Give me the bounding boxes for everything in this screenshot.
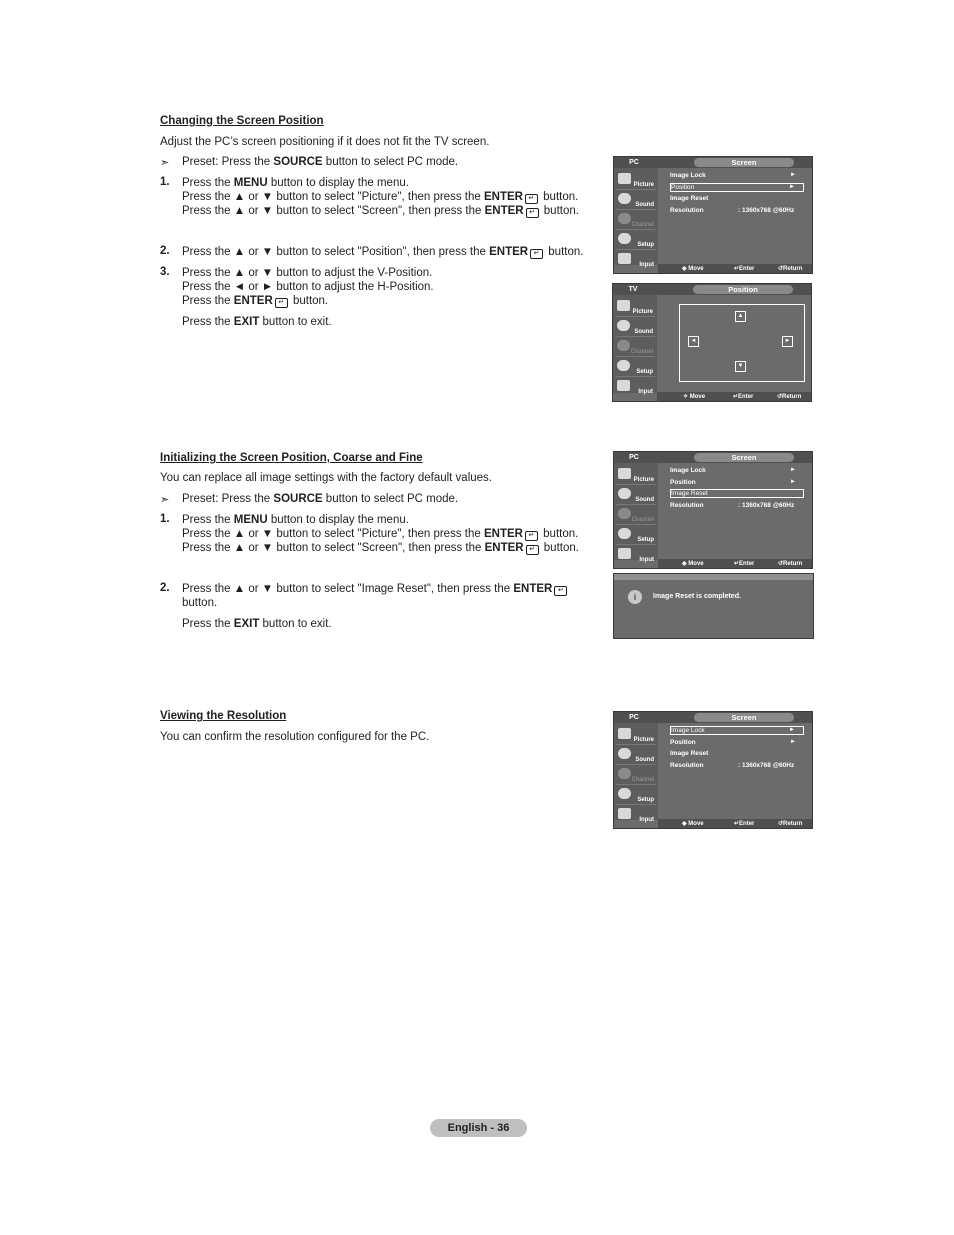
- osd-row-resolution: Resolution : 1360x768 @60Hz: [670, 502, 795, 509]
- osd-row-image-reset[interactable]: Image Reset: [670, 750, 709, 757]
- input-icon: [618, 253, 631, 264]
- channel-icon: [618, 213, 631, 224]
- osd-row-image-lock[interactable]: Image Lock ►: [670, 172, 796, 179]
- osd-side-setup[interactable]: Setup: [615, 358, 655, 377]
- osd-row-position[interactable]: Position ►: [670, 183, 804, 192]
- step-text: Press the ▲ or ▼ button to select "Image Reset", then press the ENTER ↵: [182, 582, 569, 596]
- osd-footer: [658, 819, 812, 828]
- exit-text: Press the EXIT button to exit.: [182, 618, 332, 630]
- step-text: button.: [182, 597, 218, 609]
- osd-source-label: TV: [628, 286, 638, 293]
- intro-text: You can confirm the resolution configured for the PC.: [160, 731, 430, 743]
- picture-icon: [618, 173, 631, 184]
- enter-hint: ↵Enter: [734, 821, 755, 827]
- osd-side-sound[interactable]: Sound: [616, 191, 656, 210]
- osd-footer: [658, 559, 812, 568]
- channel-icon: [617, 340, 630, 351]
- gear-icon: [618, 788, 631, 799]
- return-hint: ↺Return: [778, 561, 803, 567]
- arrow-right-icon: ►: [789, 727, 795, 733]
- osd-side-channel[interactable]: Channel: [616, 766, 656, 785]
- osd-title: Screen: [694, 158, 794, 167]
- step-number: 2.: [160, 245, 170, 257]
- step-number: 3.: [160, 266, 170, 278]
- intro-text: You can replace all image settings with the factory default values.: [160, 472, 492, 484]
- osd-screen-menu: [613, 451, 813, 569]
- osd-source-label: PC: [629, 714, 639, 721]
- osd-side-channel[interactable]: Channel: [616, 211, 656, 230]
- enter-hint: ↵Enter: [734, 266, 755, 272]
- osd-footer: [658, 264, 812, 273]
- enter-icon: ↵: [530, 249, 543, 259]
- osd-side-picture[interactable]: Picture: [615, 298, 655, 317]
- osd-screen-menu: [613, 711, 813, 829]
- osd-side-setup[interactable]: Setup: [616, 231, 656, 250]
- arrow-down-icon: ▼: [735, 361, 746, 372]
- step-number: 2.: [160, 582, 170, 594]
- osd-side-picture[interactable]: Picture: [616, 466, 656, 485]
- osd-title: Position: [693, 285, 793, 294]
- preset-text: Preset: Press the SOURCE button to select PC mode.: [182, 156, 459, 168]
- osd-side-picture[interactable]: Picture: [616, 726, 656, 745]
- enter-hint: ↵Enter: [734, 561, 755, 567]
- sound-icon: [618, 193, 631, 204]
- osd-row-resolution: Resolution : 1360x768 @60Hz: [670, 762, 795, 769]
- step-number: 1.: [160, 513, 170, 525]
- step-text: Press the ▲ or ▼ button to select "Picture", then press the ENTER ↵ button.: [182, 528, 579, 540]
- sound-icon: [618, 748, 631, 759]
- step-text: Press the ▲ or ▼ button to select "Picture", then press the ENTER ↵ button.: [182, 191, 579, 203]
- arrow-up-icon: ▲: [735, 311, 746, 322]
- step-text: Press the MENU button to display the menu.: [182, 514, 409, 526]
- return-hint: ↺Return: [778, 821, 803, 827]
- enter-icon: ↵: [526, 545, 539, 555]
- osd-sidebar: [614, 168, 658, 268]
- enter-icon: ↵: [525, 194, 538, 204]
- osd-sidebar: [614, 463, 658, 563]
- preset-arrow-icon: ➣: [160, 157, 170, 169]
- osd-title: Screen: [694, 453, 794, 462]
- osd-side-sound[interactable]: Sound: [616, 486, 656, 505]
- osd-sidebar: [614, 723, 658, 823]
- osd-source-label: PC: [629, 454, 639, 461]
- step-text: Press the ▲ or ▼ button to select "Position", then press the ENTER ↵ button.: [182, 246, 584, 258]
- picture-icon: [617, 300, 630, 311]
- osd-side-input[interactable]: Input: [616, 251, 656, 269]
- osd-side-input[interactable]: Input: [615, 378, 655, 396]
- message-header-bar: [614, 574, 813, 580]
- step-text: Press the ▲ or ▼ button to adjust the V-Position.: [182, 267, 433, 279]
- gear-icon: [618, 233, 631, 244]
- osd-side-setup[interactable]: Setup: [616, 786, 656, 805]
- osd-row-position[interactable]: Position ►: [670, 739, 796, 746]
- enter-icon: ↵: [275, 298, 288, 308]
- osd-title: Screen: [694, 713, 794, 722]
- arrow-right-icon: ►: [790, 172, 796, 178]
- osd-screen-menu: [613, 156, 813, 274]
- osd-side-picture[interactable]: Picture: [616, 171, 656, 190]
- picture-icon: [618, 468, 631, 479]
- enter-icon: ↵: [525, 531, 538, 541]
- arrow-right-icon: ►: [782, 336, 793, 347]
- osd-footer: [657, 392, 811, 401]
- osd-row-resolution: Resolution : 1360x768 @60Hz: [670, 207, 795, 214]
- return-hint: ↺Return: [778, 266, 803, 272]
- sound-icon: [617, 320, 630, 331]
- step-text: Press the ◄ or ► button to adjust the H-Position.: [182, 281, 434, 293]
- osd-side-channel[interactable]: Channel: [616, 506, 656, 525]
- osd-row-image-reset[interactable]: Image Reset: [670, 489, 804, 498]
- step-text: Press the ▲ or ▼ button to select "Screen", then press the ENTER ↵ button.: [182, 542, 579, 554]
- move-hint: ◆ Move: [682, 821, 704, 827]
- picture-icon: [618, 728, 631, 739]
- input-icon: [617, 380, 630, 391]
- osd-side-input[interactable]: Input: [616, 546, 656, 564]
- arrow-right-icon: ►: [789, 184, 795, 190]
- page-number-badge: English - 36: [430, 1119, 527, 1137]
- move-hint: ◆ Move: [682, 561, 704, 567]
- osd-sidebar: [613, 295, 657, 393]
- step-text: Press the ▲ or ▼ button to select "Screen", then press the ENTER ↵ button.: [182, 205, 579, 217]
- osd-source-label: PC: [629, 159, 639, 166]
- osd-row-image-reset[interactable]: Image Reset: [670, 195, 709, 202]
- step-text: Press the ENTER ↵ button.: [182, 295, 329, 307]
- osd-side-setup[interactable]: Setup: [616, 526, 656, 545]
- section-title-screen-position: Changing the Screen Position: [160, 115, 324, 127]
- gear-icon: [617, 360, 630, 371]
- move-hint: ✧ Move: [683, 394, 706, 400]
- channel-icon: [618, 508, 631, 519]
- section-title-initializing: Initializing the Screen Position, Coarse and Fine: [160, 452, 423, 464]
- sound-icon: [618, 488, 631, 499]
- osd-side-channel[interactable]: Channel: [615, 338, 655, 357]
- arrow-right-icon: ►: [790, 467, 796, 473]
- osd-row-image-lock[interactable]: Image Lock ►: [670, 726, 804, 735]
- arrow-left-icon: ◄: [688, 336, 699, 347]
- enter-hint: ↵Enter: [733, 394, 754, 400]
- return-hint: ↺Return: [777, 394, 802, 400]
- arrow-right-icon: ►: [790, 739, 796, 745]
- channel-icon: [618, 768, 631, 779]
- preset-arrow-icon: ➣: [160, 494, 170, 506]
- exit-text: Press the EXIT button to exit.: [182, 316, 332, 328]
- message-text: Image Reset is completed.: [653, 593, 741, 600]
- input-icon: [618, 808, 631, 819]
- osd-side-sound[interactable]: Sound: [616, 746, 656, 765]
- position-frame[interactable]: [679, 304, 805, 382]
- osd-row-image-lock[interactable]: Image Lock ►: [670, 467, 796, 474]
- image-reset-message: [613, 573, 814, 639]
- osd-side-sound[interactable]: Sound: [615, 318, 655, 337]
- intro-text: Adjust the PC’s screen positioning if it does not fit the TV screen.: [160, 136, 490, 148]
- step-number: 1.: [160, 176, 170, 188]
- osd-position-menu: [612, 283, 812, 402]
- arrow-right-icon: ►: [790, 479, 796, 485]
- enter-icon: ↵: [526, 208, 539, 218]
- section-title-resolution: Viewing the Resolution: [160, 710, 287, 722]
- preset-text: Preset: Press the SOURCE button to select PC mode.: [182, 493, 459, 505]
- input-icon: [618, 548, 631, 559]
- osd-side-input[interactable]: Input: [616, 806, 656, 824]
- gear-icon: [618, 528, 631, 539]
- move-hint: ◆ Move: [682, 266, 704, 272]
- step-text: Press the MENU button to display the menu.: [182, 177, 409, 189]
- enter-icon: ↵: [554, 586, 567, 596]
- info-icon: i: [628, 590, 642, 604]
- osd-row-position[interactable]: Position ►: [670, 479, 796, 486]
